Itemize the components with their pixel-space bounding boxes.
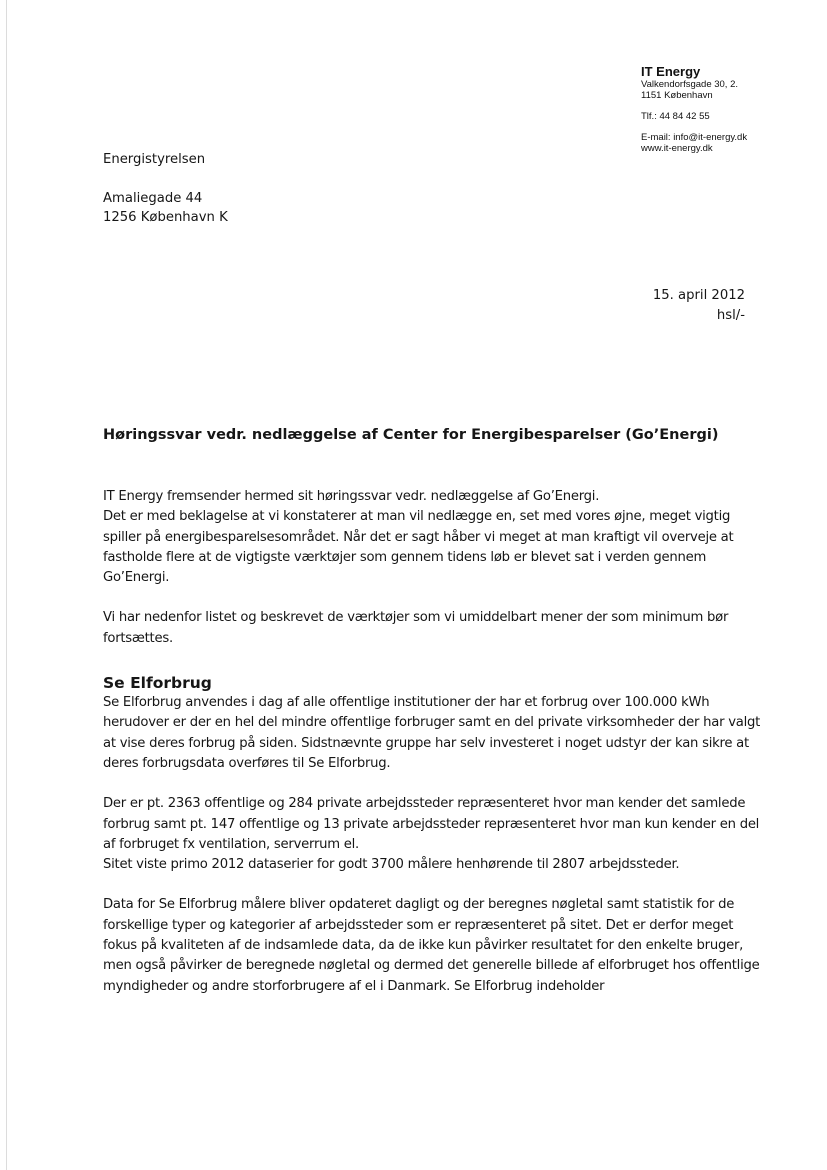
intro-paragraph-2: Det er med beklagelse at vi konstaterer at man vil nedlægge en, set med vores øjne, meget vigtig spiller på energibesparelsesområdet. Når det er sagt håber vi meget at man kraftigt vil overveje at fastholde flere at de vigtigste værktøjer som gennem tidens løb er blevet sat i verden gennem Go’Energi.: [103, 509, 734, 586]
date-block: [653, 286, 745, 326]
recipient-name: Energistyrelsen: [103, 152, 206, 167]
section-paragraph-2: Der er pt. 2363 offentlige og 284 private arbejdssteder repræsenteret hvor man kender det samlede forbrug samt pt. 147 offentlige og 13 private arbejdssteder repræsenteret hvor man kun kender en del af forbruget fx ventilation, serverrum el.: [103, 796, 760, 852]
sender-address-line2: 1151 København: [641, 90, 713, 101]
sender-company: IT Energy: [641, 64, 701, 79]
sender-email: E-mail: info@it-energy.dk: [641, 132, 748, 143]
letter-body: [103, 487, 763, 997]
letter-reference: hsl/-: [716, 308, 745, 323]
sender-address-line1: Valkendorfsgade 30, 2.: [641, 79, 739, 90]
recipient-block: [103, 150, 228, 227]
recipient-street: Amaliegade 44: [103, 191, 203, 206]
intro-paragraph-1: IT Energy fremsender hermed sit høringssvar vedr. nedlæggelse af Go’Energi.: [103, 489, 600, 504]
page-edge-line: [6, 0, 7, 1170]
recipient-city: 1256 København K: [103, 210, 228, 225]
section-paragraph-1: Se Elforbrug anvendes i dag af alle offentlige institutioner der har et forbrug over 100.000 kWh herudover er der en hel del mindre offentlige forbruger samt en del private virksomheder der har valgt at vise deres forbrug på siden. Sidstnævnte gruppe har selv investeret i noget udstyr der kan sikre at deres forbrugsdata overføres til Se Elforbrug.: [103, 695, 761, 771]
letter-subject: Høringssvar vedr. nedlæggelse af Center for Energibesparelser (Go’Energi): [103, 427, 719, 443]
sender-website: www.it-energy.dk: [641, 143, 713, 154]
sender-phone: Tlf.: 44 84 42 55: [641, 111, 710, 122]
intro-paragraph-3: Vi har nedenfor listet og beskrevet de værktøjer som vi umiddelbart mener der som minimum bør fortsættes.: [103, 610, 729, 646]
sender-block: [641, 64, 821, 154]
section-heading: Se Elforbrug: [103, 674, 212, 693]
section-paragraph-4: Data for Se Elforbrug målere bliver opdateret dagligt og der beregnes nøgletal samt statistik for de forskellige typer og kategorier af arbejdssteder som er repræsenteret på sitet. Det er derfor meget fokus på kvaliteten af de indsamlede data, da de ikke kun påvirker resultatet for den enkelte bruger, men også påvirker de beregnede nøgletal og dermed det generelle billede af elforbruget hos offentlige myndigheder og andre storforbrugere af el i Danmark. Se Elforbrug indeholder: [103, 897, 760, 994]
section-paragraph-3: Sitet viste primo 2012 dataserier for godt 3700 målere henhørende til 2807 arbejdssteder.: [103, 857, 680, 873]
letter-date: 15. april 2012: [652, 288, 745, 303]
